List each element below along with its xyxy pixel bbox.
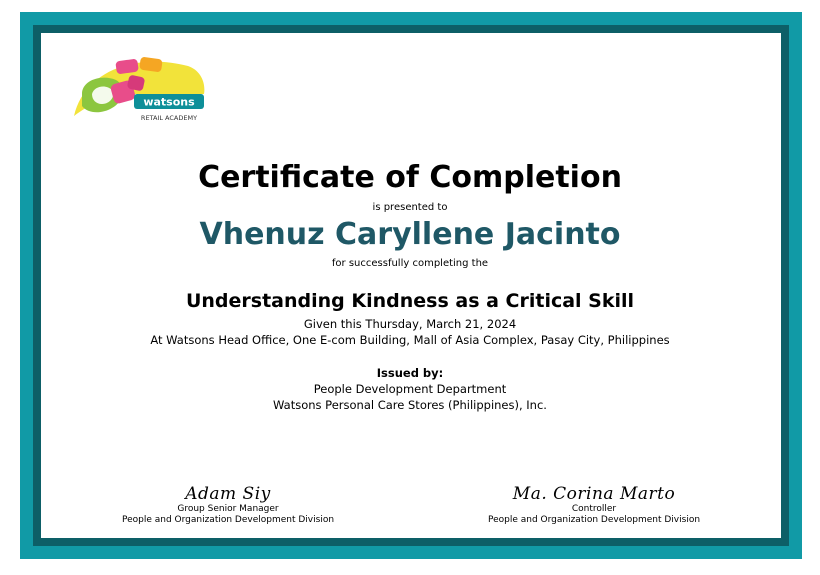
signatory-division: People and Organization Development Division — [487, 515, 701, 525]
recipient-name: Vhenuz Caryllene Jacinto — [199, 217, 621, 252]
signature-corina-marto: Ma. Corina Marto — [512, 484, 676, 504]
signatory-division: People and Organization Development Division — [121, 515, 335, 525]
issued-by-label: Issued by: — [376, 366, 444, 380]
certificate-title: Certificate of Completion — [198, 160, 622, 195]
presented-to-text: is presented to — [372, 202, 448, 213]
watsons-retail-academy-logo — [72, 54, 212, 126]
signatory-right — [449, 484, 739, 526]
signatory-title: Group Senior Manager — [177, 504, 279, 514]
given-date: Given this Thursday, March 21, 2024 — [303, 317, 517, 331]
completion-text: for successfully completing the — [331, 258, 489, 269]
logo-subtitle-text: RETAIL ACADEMY — [140, 114, 198, 122]
issuing-department: People Development Department — [313, 382, 507, 396]
location-text: At Watsons Head Office, One E-com Building, Mall of Asia Complex, Pasay City, Philippines — [150, 333, 670, 347]
signatory-title: Controller — [571, 504, 617, 514]
signature-adam-siy: Adam Siy — [185, 484, 271, 504]
signatory-left — [83, 484, 373, 526]
course-title: Understanding Kindness as a Critical Skill — [185, 290, 635, 312]
logo-brand-text: watsons — [143, 95, 195, 109]
issuing-company: Watsons Personal Care Stores (Philippines), Inc. — [273, 398, 547, 412]
